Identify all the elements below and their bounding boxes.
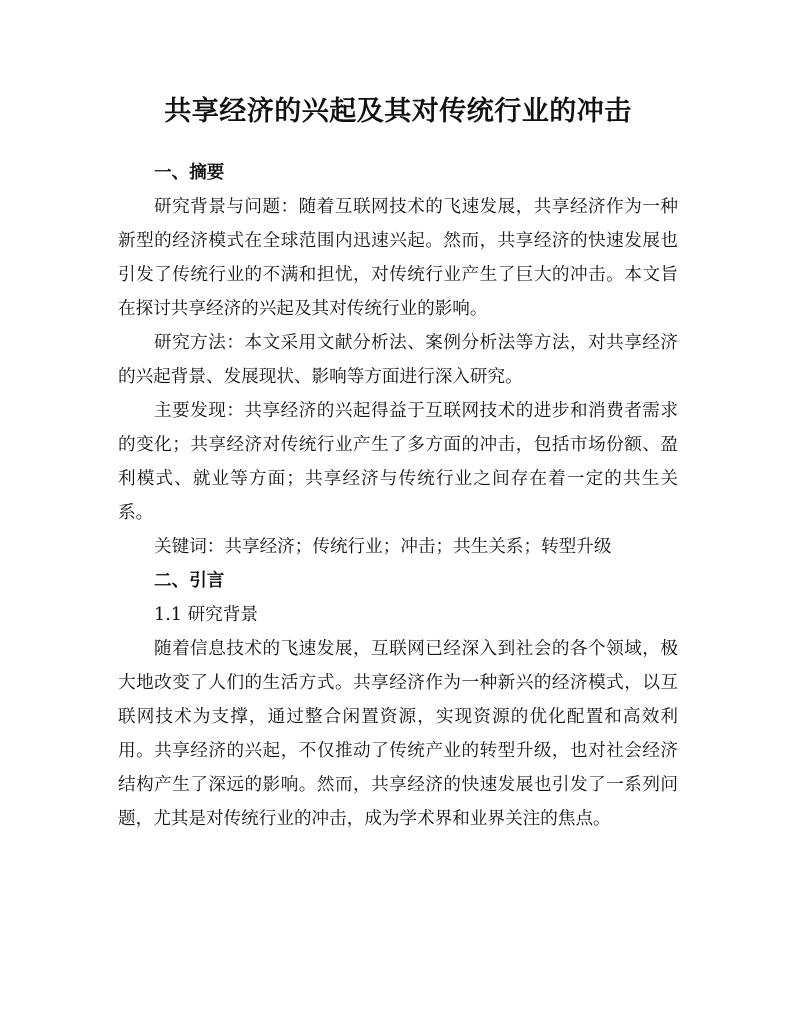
introduction-paragraph: 随着信息技术的飞速发展，互联网已经深入到社会的各个领域，极大地改变了人们的生活方式。共享经济作为一种新兴的经济模式，以互联网技术为支撑，通过整合闲置资源，实现资源的优化配置和高效利用。共享经济的兴起，不仅推动了传统产业的转型升级，也对社会经济结构产生了深远的影响。然而，共享经济的快速发展也引发了一系列问题，尤其是对传统行业的冲击，成为学术界和业界关注的焦点。 (118, 639, 678, 829)
document-page (118, 88, 678, 836)
abstract-background-paragraph: 研究背景与问题：随着互联网技术的飞速发展，共享经济作为一种新型的经济模式在全球范围内迅速兴起。然而，共享经济的快速发展也引发了传统行业的不满和担忧，对传统行业产生了巨大的冲击。本文旨在探讨共享经济的兴起及其对传统行业的影响。 (118, 197, 678, 319)
abstract-methods-paragraph: 研究方法：本文采用文献分析法、案例分析法等方法，对共享经济的兴起背景、发展现状、影响等方面进行深入研究。 (118, 333, 678, 387)
document-title: 共享经济的兴起及其对传统行业的冲击 (164, 96, 632, 127)
abstract-heading: 一、摘要 (154, 162, 225, 183)
abstract-findings-paragraph: 主要发现：共享经济的兴起得益于互联网技术的进步和消费者需求的变化；共享经济对传统行业产生了多方面的冲击，包括市场份额、盈利模式、就业等方面；共享经济与传统行业之间存在着一定的共生关系。 (118, 401, 678, 523)
abstract-keywords: 关键词：共享经济；传统行业；冲击；共生关系；转型升级 (154, 537, 612, 557)
introduction-heading: 二、引言 (154, 570, 225, 591)
introduction-subheading: 1.1 研究背景 (154, 605, 258, 625)
